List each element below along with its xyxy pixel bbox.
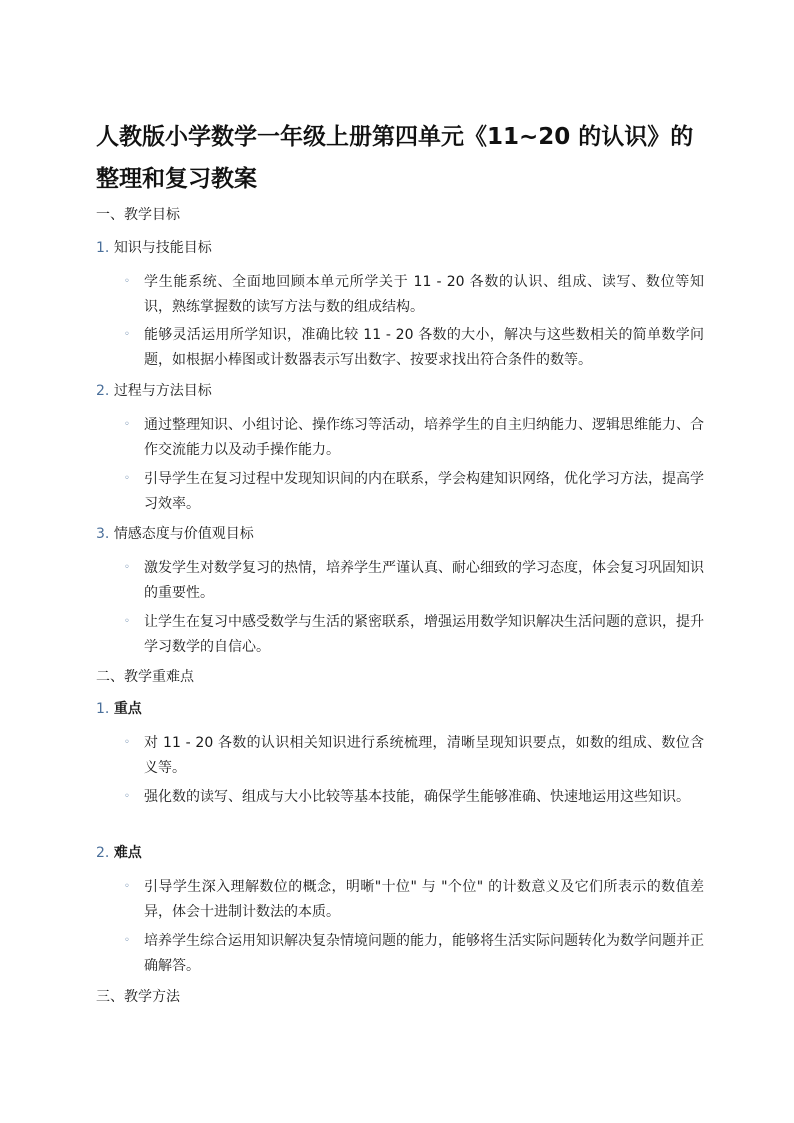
bullet-circle-icon: ◦ xyxy=(124,329,130,340)
subheading-knowledge-skills xyxy=(96,238,212,258)
list-item xyxy=(124,785,704,810)
list-item-text: 让学生在复习中感受数学与生活的紧密联系，增强运用数学知识解决生活问题的意识，提升学习数学的自信心。 xyxy=(144,614,704,655)
list-number: 2. xyxy=(96,845,110,861)
list-item-text: 引导学生在复习过程中发现知识间的内在联系，学会构建知识网络，优化学习方法，提高学习效率。 xyxy=(144,471,704,512)
list-item xyxy=(124,610,704,659)
subheading-label: 知识与技能目标 xyxy=(113,240,212,256)
bullet-circle-icon: ◦ xyxy=(124,737,130,748)
list-item xyxy=(124,875,704,924)
list-item xyxy=(124,467,704,516)
bullet-circle-icon: ◦ xyxy=(124,276,130,287)
subheading-difficult-points xyxy=(96,843,142,863)
list-item-text: 能够灵活运用所学知识，准确比较 11 - 20 各数的大小，解决与这些数相关的简单数学问题，如根据小棒图或计数器表示写出数字、按要求找出符合条件的数等。 xyxy=(144,327,704,368)
bullet-circle-icon: ◦ xyxy=(124,616,130,627)
subheading-attitude-values xyxy=(96,524,254,544)
list-item-text: 学生能系统、全面地回顾本单元所学关于 11 - 20 各数的认识、组成、读写、数位等知识，熟练掌握数的读写方法与数的组成结构。 xyxy=(144,274,704,315)
list-item xyxy=(124,556,704,605)
list-item-text: 通过整理知识、小组讨论、操作练习等活动，培养学生的自主归纳能力、逻辑思维能力、合作交流能力以及动手操作能力。 xyxy=(144,417,704,458)
bullet-circle-icon: ◦ xyxy=(124,881,130,892)
list-item-text: 激发学生对数学复习的热情，培养学生严谨认真、耐心细致的学习态度，体会复习巩固知识的重要性。 xyxy=(144,560,704,601)
subheading-label: 过程与方法目标 xyxy=(113,383,212,399)
section-heading-teaching-goals: 一、教学目标 xyxy=(96,207,180,223)
list-item-text: 引导学生深入理解数位的概念，明晰"十位" 与 "个位" 的计数意义及它们所表示的数值差异，体会十进制计数法的本质。 xyxy=(144,879,704,920)
bullet-circle-icon: ◦ xyxy=(124,935,130,946)
list-item xyxy=(124,731,704,780)
bullet-circle-icon: ◦ xyxy=(124,419,130,430)
subheading-label: 重点 xyxy=(113,701,142,717)
bullet-circle-icon: ◦ xyxy=(124,791,130,802)
bullet-circle-icon: ◦ xyxy=(124,562,130,573)
list-item xyxy=(124,929,704,978)
list-item xyxy=(124,413,704,462)
list-item-text: 强化数的读写、组成与大小比较等基本技能，确保学生能够准确、快速地运用这些知识。 xyxy=(144,789,690,805)
list-number: 3. xyxy=(96,526,110,542)
list-item-text: 对 11 - 20 各数的认识相关知识进行系统梳理，清晰呈现知识要点，如数的组成、数位含义等。 xyxy=(144,735,704,776)
list-number: 2. xyxy=(96,383,110,399)
subheading-process-methods xyxy=(96,381,212,401)
subheading-label: 情感态度与价值观目标 xyxy=(113,526,254,542)
list-number: 1. xyxy=(96,701,110,717)
list-item-text: 培养学生综合运用知识解决复杂情境问题的能力，能够将生活实际问题转化为数学问题并正确解答。 xyxy=(144,933,704,974)
subheading-label: 难点 xyxy=(113,845,142,861)
list-item xyxy=(124,323,704,372)
list-number: 1. xyxy=(96,240,110,256)
list-item xyxy=(124,270,704,319)
section-heading-key-difficult-points: 二、教学重难点 xyxy=(96,669,194,685)
section-heading-teaching-methods: 三、教学方法 xyxy=(96,989,180,1005)
bullet-circle-icon: ◦ xyxy=(124,473,130,484)
document-title: 人教版小学数学一年级上册第四单元《11~20 的认识》的整理和复习教案 xyxy=(96,124,694,192)
subheading-key-points xyxy=(96,699,142,719)
